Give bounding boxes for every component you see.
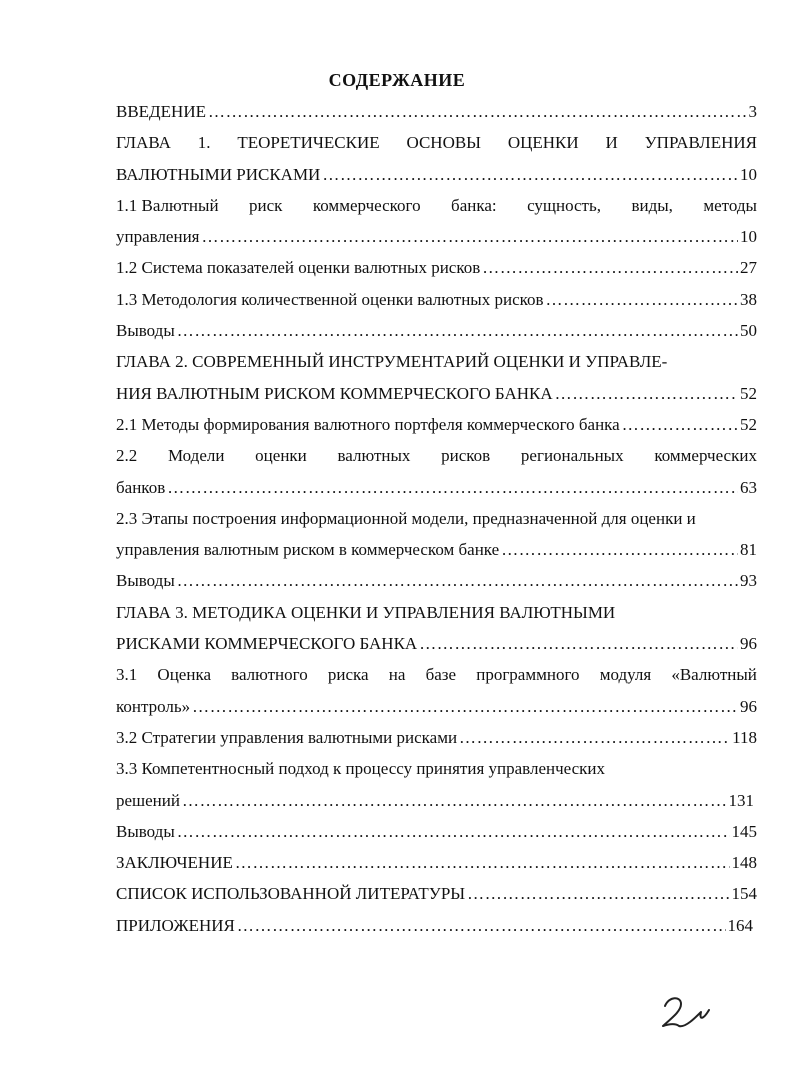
toc-page-number: 118 [732, 727, 757, 747]
toc-page-number: 52 [740, 414, 757, 434]
toc-entry-word: банка: [451, 195, 497, 215]
dot-leader [235, 847, 730, 878]
toc-page-number: 63 [740, 477, 757, 497]
toc-entry-word: ГЛАВА [116, 133, 171, 153]
toc-page-number: 154 [731, 884, 757, 904]
toc-entry-word: оценки [255, 446, 307, 466]
handwritten-page-number [655, 990, 715, 1034]
toc-entry-word: ОСНОВЫ [406, 133, 482, 153]
dot-leader [202, 221, 739, 252]
toc-entry-references [116, 878, 757, 909]
toc-page-number: 148 [731, 853, 757, 873]
toc-entry-chapter2-line1 [116, 346, 757, 377]
toc-entry-text: управления валютным риском в коммерческом банке [116, 540, 500, 560]
toc-entry-2-3-line1 [116, 503, 757, 534]
toc-entry-word: модуля [599, 665, 652, 685]
dot-leader [419, 628, 738, 659]
toc-entry-1-3 [116, 284, 757, 315]
toc-entry-word: программного [476, 665, 580, 685]
dot-leader [192, 691, 738, 722]
dot-leader [208, 96, 747, 127]
toc-entry-word: на [388, 665, 406, 685]
toc-entry-text: 3.3 Компетентносный подход к процессу принятия управленческих [116, 759, 606, 779]
toc-page-number: 27 [740, 258, 757, 278]
toc-entry-word: УПРАВЛЕНИЯ [644, 133, 757, 153]
toc-page-number: 10 [740, 227, 757, 247]
toc-entry-1-1-line2 [116, 221, 757, 252]
toc-entry-text: 2.3 Этапы построения информационной модели, предназначенной для оценки и [116, 508, 696, 528]
toc-entry-3-3-line1 [116, 753, 757, 784]
toc-entry-text: банков [116, 477, 166, 497]
toc-entry-text: ЗАКЛЮЧЕНИЕ [116, 853, 233, 873]
toc-entry-text: управления [116, 227, 200, 247]
toc-entry-3-2 [116, 722, 757, 753]
toc-entry-1-2 [116, 252, 757, 283]
toc-entry-word: ТЕОРЕТИЧЕСКИЕ [237, 133, 380, 153]
dot-leader [501, 534, 738, 565]
table-of-contents [116, 96, 757, 941]
toc-entry-chapter3-line1 [116, 597, 757, 628]
toc-page-number: 10 [740, 164, 757, 184]
toc-entry-word: 3.1 [116, 665, 138, 685]
dot-leader [555, 378, 738, 409]
toc-entry-text: ПРИЛОЖЕНИЯ [116, 915, 235, 935]
toc-entry-word: коммерческого [312, 195, 421, 215]
page-title: СОДЕРЖАНИЕ [328, 70, 466, 90]
dot-leader [182, 785, 727, 816]
toc-entry-3-3-line2 [116, 785, 754, 816]
toc-entry-word: рисков [441, 446, 491, 466]
toc-page-number: 131 [728, 790, 754, 810]
toc-entry-chapter1-line2 [116, 159, 757, 190]
toc-entry-text: НИЯ ВАЛЮТНЫМ РИСКОМ КОММЕРЧЕСКОГО БАНКА [116, 383, 553, 403]
toc-entry-text: Выводы [116, 321, 175, 341]
toc-entry-text: контроль» [116, 696, 191, 716]
toc-page-number: 96 [740, 634, 757, 654]
toc-page-number: 93 [740, 571, 757, 591]
toc-page-number: 50 [740, 321, 757, 341]
toc-page-number: 96 [740, 696, 757, 716]
dot-leader [322, 159, 738, 190]
toc-entry-text: ГЛАВА 3. МЕТОДИКА ОЦЕНКИ И УПРАВЛЕНИЯ ВАЛЮТНЫМИ [116, 602, 616, 622]
toc-entry-2-1 [116, 409, 757, 440]
toc-entry-word: Модели [167, 446, 225, 466]
toc-entry-text: Выводы [116, 821, 175, 841]
toc-entry-conclusions-2 [116, 565, 757, 596]
toc-entry-3-1-line2 [116, 691, 757, 722]
dot-leader [177, 816, 730, 847]
toc-entry-appendix [116, 910, 753, 941]
toc-entry-word: 1. [197, 133, 211, 153]
toc-entry-2-3-line2 [116, 534, 757, 565]
dot-leader [237, 910, 726, 941]
dot-leader [482, 252, 738, 283]
toc-entry-text: 3.2 Стратегии управления валютными рисками [116, 727, 458, 747]
dot-leader [622, 409, 738, 440]
toc-entry-word: коммерческих [654, 446, 757, 466]
toc-entry-chapter3-line2 [116, 628, 757, 659]
toc-entry-text: решений [116, 790, 180, 810]
toc-entry-word: валютного [231, 665, 308, 685]
dot-leader [467, 878, 729, 909]
toc-entry-2-2-line2 [116, 472, 757, 503]
toc-entry-1-1-line1 [116, 190, 757, 221]
toc-page-number: 145 [731, 821, 757, 841]
toc-entry-text: ВАЛЮТНЫМИ РИСКАМИ [116, 164, 321, 184]
toc-entry-3-1-line1 [116, 659, 757, 690]
toc-entry-word: виды, [631, 195, 673, 215]
dot-leader [177, 565, 738, 596]
toc-entry-text: 1.3 Методология количественной оценки валютных рисков [116, 289, 544, 309]
toc-entry-text: ГЛАВА 2. СОВРЕМЕННЫЙ ИНСТРУМЕНТАРИЙ ОЦЕНКИ И УПРАВЛЕ- [116, 352, 668, 372]
toc-entry-text: 1.2 Система показателей оценки валютных рисков [116, 258, 481, 278]
dot-leader [546, 284, 738, 315]
toc-entry-word: сущность, [527, 195, 601, 215]
toc-entry-chapter1-line1 [116, 127, 757, 158]
toc-page-number: 3 [748, 102, 757, 121]
toc-entry-word: риска [327, 665, 369, 685]
toc-entry-word: валютных [337, 446, 411, 466]
toc-entry-text: ВВЕДЕНИЕ [116, 102, 206, 121]
toc-entry-word: 2.2 [116, 446, 138, 466]
toc-page-number: 52 [740, 383, 757, 403]
toc-entry-text: 2.1 Методы формирования валютного портфеля коммерческого банка [116, 414, 620, 434]
toc-entry-word: региональных [520, 446, 624, 466]
dot-leader [167, 472, 738, 503]
toc-entry-conclusions-1 [116, 315, 757, 346]
toc-entry-word: методы [703, 195, 757, 215]
toc-entry-conclusions-3 [116, 816, 757, 847]
toc-entry-intro [116, 96, 757, 127]
toc-entry-2-2-line1 [116, 440, 757, 471]
toc-entry-text: РИСКАМИ КОММЕРЧЕСКОГО БАНКА [116, 634, 418, 654]
toc-entry-word: «Валютный [671, 665, 757, 685]
toc-entry-word: ОЦЕНКИ [507, 133, 579, 153]
toc-entry-text: СПИСОК ИСПОЛЬЗОВАННОЙ ЛИТЕРАТУРЫ [116, 884, 466, 904]
dot-leader [177, 315, 738, 346]
toc-page-number: 81 [740, 540, 757, 560]
dot-leader [459, 722, 730, 753]
toc-entry-word: базе [425, 665, 457, 685]
toc-entry-conclusion [116, 847, 757, 878]
toc-page-number: 38 [740, 289, 757, 309]
toc-entry-chapter2-line2 [116, 378, 757, 409]
toc-entry-word: Оценка [157, 665, 211, 685]
toc-entry-word: риск [249, 195, 283, 215]
toc-entry-word: И [605, 133, 618, 153]
toc-page-number: 164 [727, 915, 753, 935]
toc-entry-word: 1.1 Валютный [116, 195, 219, 215]
toc-entry-text: Выводы [116, 571, 175, 591]
